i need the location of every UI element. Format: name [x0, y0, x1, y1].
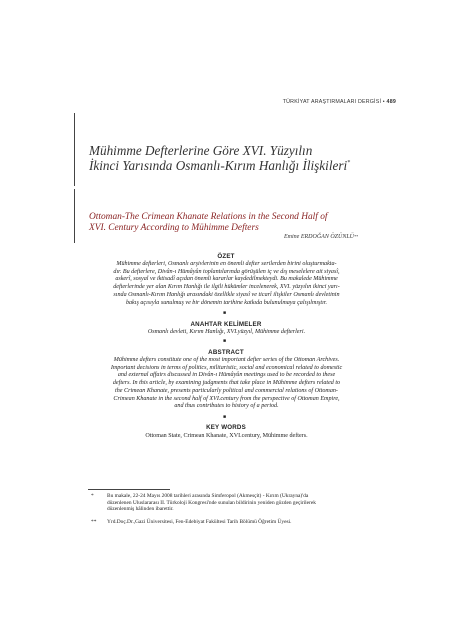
footnote-text: [107, 519, 391, 526]
abstract-line: Crimean Khanate in the second half of XVI.century from the perspective of Ottoman Empire,: [113, 395, 340, 402]
footnote-mark: **: [91, 519, 97, 525]
footnote-line: Bu makale, 22-24 Mayıs 2008 tarihleri arasında Simferopol (Akmesçit) - Kırım (Ukrayna)'da: [107, 493, 309, 499]
ozet-line: bakış açısıyla sunulmuş ve bir dönemin tarihine katkıda bulunulmaya çalışılmıştır.: [125, 299, 328, 306]
abstract-line: and external affairs discussed in Divân-ı Hümâyûn meetings used to be recorded to these: [117, 372, 336, 379]
abstract-line: defters. In this article, by examining judgments that take place in Mühimme defters related to: [112, 380, 341, 387]
separator-bullet: ■: [223, 311, 227, 316]
english-title-rule: [74, 189, 75, 243]
abstract-line: Important decisions in terms of politics, militaristic, social and economical related to domestic: [110, 364, 343, 371]
footnote-2: [91, 519, 391, 526]
author: [284, 234, 358, 240]
article-title: [89, 143, 389, 173]
ozet-line: Mühimme defterleri, Osmanlı arşivlerinin en önemli defter serilerden birini oluşturmakta-: [116, 261, 337, 267]
footnote-line: düzenlenen Uluslararası II. Türkoloji Kongresi'nde sunulan bildirinin yeniden gözden geçirilerek: [107, 499, 316, 506]
abstract-heading: ABSTRACT: [208, 349, 244, 356]
separator-bullet: ■: [223, 415, 227, 420]
title-line-1: Mühimme Defterlerine Göre XVI. Yüzyılın: [89, 143, 313, 158]
english-title-line-1: Ottoman-The Crimean Khanate Relations in the Second Half of: [89, 212, 328, 222]
title-footnote-mark: *: [347, 160, 351, 166]
anahtar-heading: ANAHTAR KELİMELER: [190, 321, 262, 328]
abstract-text: [86, 357, 367, 411]
ozet-heading: ÖZET: [217, 253, 235, 260]
ozet-text: [86, 261, 367, 307]
keywords-text: Ottoman State, Crimean Khanate, XVI.century, Mühimme defters.: [145, 433, 308, 439]
footnote-line: Yrd.Doç.Dr.,Gazi Üniversitesi, Fen-Edebiyat Fakültesi Tarih Bölümü Öğretim Üyesi.: [107, 519, 292, 525]
footnote-rule: [88, 489, 170, 490]
ozet-line: sında Osmanlı-Kırım Hanlığı arasındaki özellikle siyasî ve ticarî ilişkiler Osmanlı devletinin: [113, 291, 340, 298]
footnote-mark: *: [91, 493, 94, 499]
running-header: [283, 99, 396, 105]
title-line-2: İkinci Yarısında Osmanlı-Kırım Hanlığı İlişkileri: [89, 158, 348, 173]
author-footnote-mark: **: [354, 234, 358, 239]
header-separator: •: [381, 99, 387, 105]
english-title-line-2: XVI. Century According to Mühimme Defters: [89, 223, 259, 233]
ozet-line: askerî, sosyal ve iktisadî açıdan önemli kararlar kaydedilmekteydi. Bu makalede Mühimme: [115, 276, 338, 283]
english-title: [89, 212, 379, 234]
ozet-line: defterlerinde yer alan Kırım Hanlığı ile ilgili hükümler incelenerek, XVI. yüzyılın ikinci yarı-: [113, 284, 340, 291]
ozet-line: dır. Bu defterlere, Divân-ı Hümâyûn toplantılarında görüşülen iç ve dış meselelere ait siyasî,: [113, 268, 340, 275]
title-rule: [74, 113, 75, 186]
author-name: Emine ERDOĞAN ÖZÜNLÜ: [284, 234, 354, 240]
page-number: 489: [386, 99, 396, 105]
abstract-line: Mühimme defters constitute one of the most important defter series of the Ottoman Archives.: [113, 357, 340, 363]
journal-name: TÜRKİYAT ARAŞTIRMALARI DERGİSİ: [282, 99, 382, 105]
footnote-line: düzenlenmiş hâlinden ibarettir.: [107, 506, 174, 513]
separator-bullet: ■: [223, 339, 227, 344]
abstract-line: the Crimean Khanate, presents particularly political and commercial relations of Ottoman-: [115, 387, 338, 394]
keywords-heading: KEY WORDS: [206, 424, 246, 431]
abstract-line: and thus contributes to history of a period.: [174, 403, 279, 410]
footnote-1: [91, 493, 391, 513]
anahtar-text: Osmanlı devleti, Kırım Hanlığı, XVI.yüzyıl, Mühimme defterleri.: [147, 329, 306, 335]
footnote-text: [107, 493, 391, 513]
